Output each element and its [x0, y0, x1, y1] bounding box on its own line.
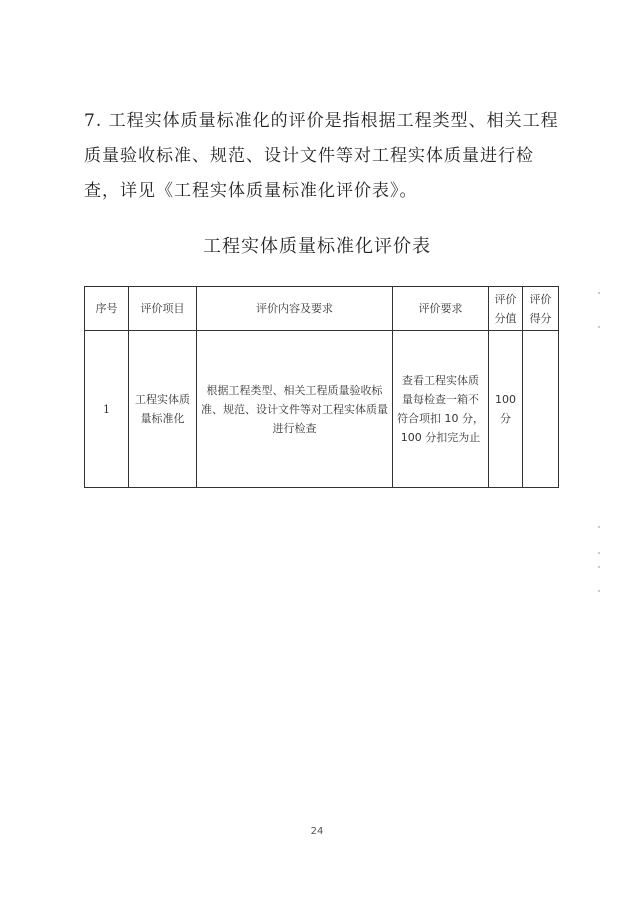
header-score-value: 评价分值	[489, 287, 523, 331]
scan-artifact	[598, 292, 600, 294]
header-score-obtained: 评价得分	[523, 287, 559, 331]
cell-requirement: 查看工程实体质量每检查一箱不符合项扣 10 分，100 分扣完为止	[393, 331, 489, 488]
cell-item: 工程实体质量标准化	[129, 331, 197, 488]
cell-score-obtained	[523, 331, 559, 488]
table-row	[85, 331, 559, 488]
scan-artifact	[598, 552, 600, 554]
page-number: 24	[310, 826, 324, 837]
cell-seq: 1	[85, 331, 129, 488]
intro-paragraph: 7. 工程实体质量标准化的评价是指根据工程类型、相关工程质量验收标准、规范、设计文件等对工程实体质量进行检查，详见《工程实体质量标准化评价表》。	[84, 111, 559, 201]
header-content: 评价内容及要求	[197, 287, 393, 331]
header-item: 评价项目	[129, 287, 197, 331]
evaluation-table	[84, 286, 559, 488]
table-header-row	[85, 287, 559, 331]
cell-score-value: 100分	[489, 331, 523, 488]
scan-artifact	[598, 566, 600, 568]
scan-artifact	[598, 326, 600, 328]
cell-content: 根据工程类型、相关工程质量验收标准、规范、设计文件等对工程实体质量进行检查	[197, 331, 393, 488]
header-requirement: 评价要求	[393, 287, 489, 331]
scan-artifact	[598, 526, 600, 528]
scan-artifact	[598, 590, 600, 592]
header-seq: 序号	[85, 287, 129, 331]
table-title: 工程实体质量标准化评价表	[203, 236, 431, 257]
